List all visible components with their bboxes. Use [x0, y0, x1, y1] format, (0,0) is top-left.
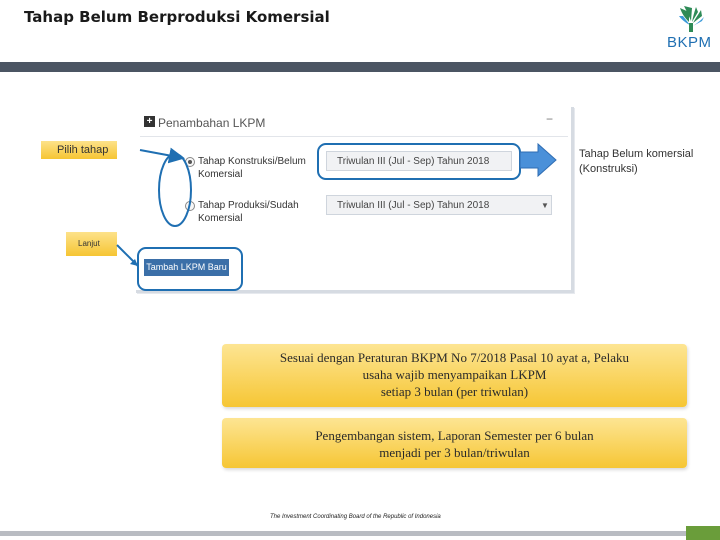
footer-accent: [686, 526, 720, 540]
info-box-regulation-line3: setiap 3 bulan (per triwulan): [380, 384, 529, 399]
option-construction-line2: Komersial: [198, 169, 243, 180]
period-select-production-value: Triwulan III (Jul - Sep) Tahun 2018: [337, 200, 490, 211]
option-production-line2: Komersial: [198, 213, 243, 224]
footer-text: The Investment Coordinating Board of the Republic of Indonesia: [270, 514, 441, 520]
info-box-system-line1: Pengembangan sistem, Laporan Semester per 6 bulan: [315, 428, 594, 443]
info-box-regulation-line2: usaha wajib menyampaikan LKPM: [362, 367, 547, 382]
slide-title: Tahap Belum Berproduksi Komersial: [24, 8, 330, 26]
chevron-down-icon: ▼: [541, 201, 549, 210]
plus-icon: +: [144, 116, 155, 127]
info-box-regulation: [222, 344, 687, 407]
option-production-line1: Tahap Produksi/Sudah: [198, 200, 299, 211]
highlight-oval-radios: [159, 154, 191, 226]
info-box-regulation-line1: Sesuai dengan Peraturan BKPM No 7/2018 Pasal 10 ayat a, Pelaku: [279, 350, 630, 365]
callout-construction-line2: (Konstruksi): [579, 163, 638, 175]
callout-lanjut: Lanjut: [66, 232, 117, 256]
highlight-box-select: [318, 144, 520, 179]
logo-text: BKPM: [667, 34, 712, 51]
info-box-system: [222, 418, 687, 468]
collapse-icon[interactable]: −: [546, 112, 554, 126]
callout-pilih-tahap: Pilih tahap: [41, 141, 117, 159]
callout-construction-line1: Tahap Belum komersial: [579, 148, 694, 160]
highlight-box-button: [138, 248, 242, 290]
add-lkpm-button[interactable]: Tambah LKPM Baru: [144, 259, 229, 276]
panel-title: Penambahan LKPM: [158, 116, 266, 130]
period-select-construction-value: Triwulan III (Jul - Sep) Tahun 2018: [337, 156, 490, 167]
right-arrow-icon: [520, 144, 556, 176]
option-construction-line1: Tahap Konstruksi/Belum: [198, 156, 306, 167]
info-box-system-line2: menjadi per 3 bulan/triwulan: [379, 445, 530, 460]
footer-bar: [0, 531, 686, 536]
